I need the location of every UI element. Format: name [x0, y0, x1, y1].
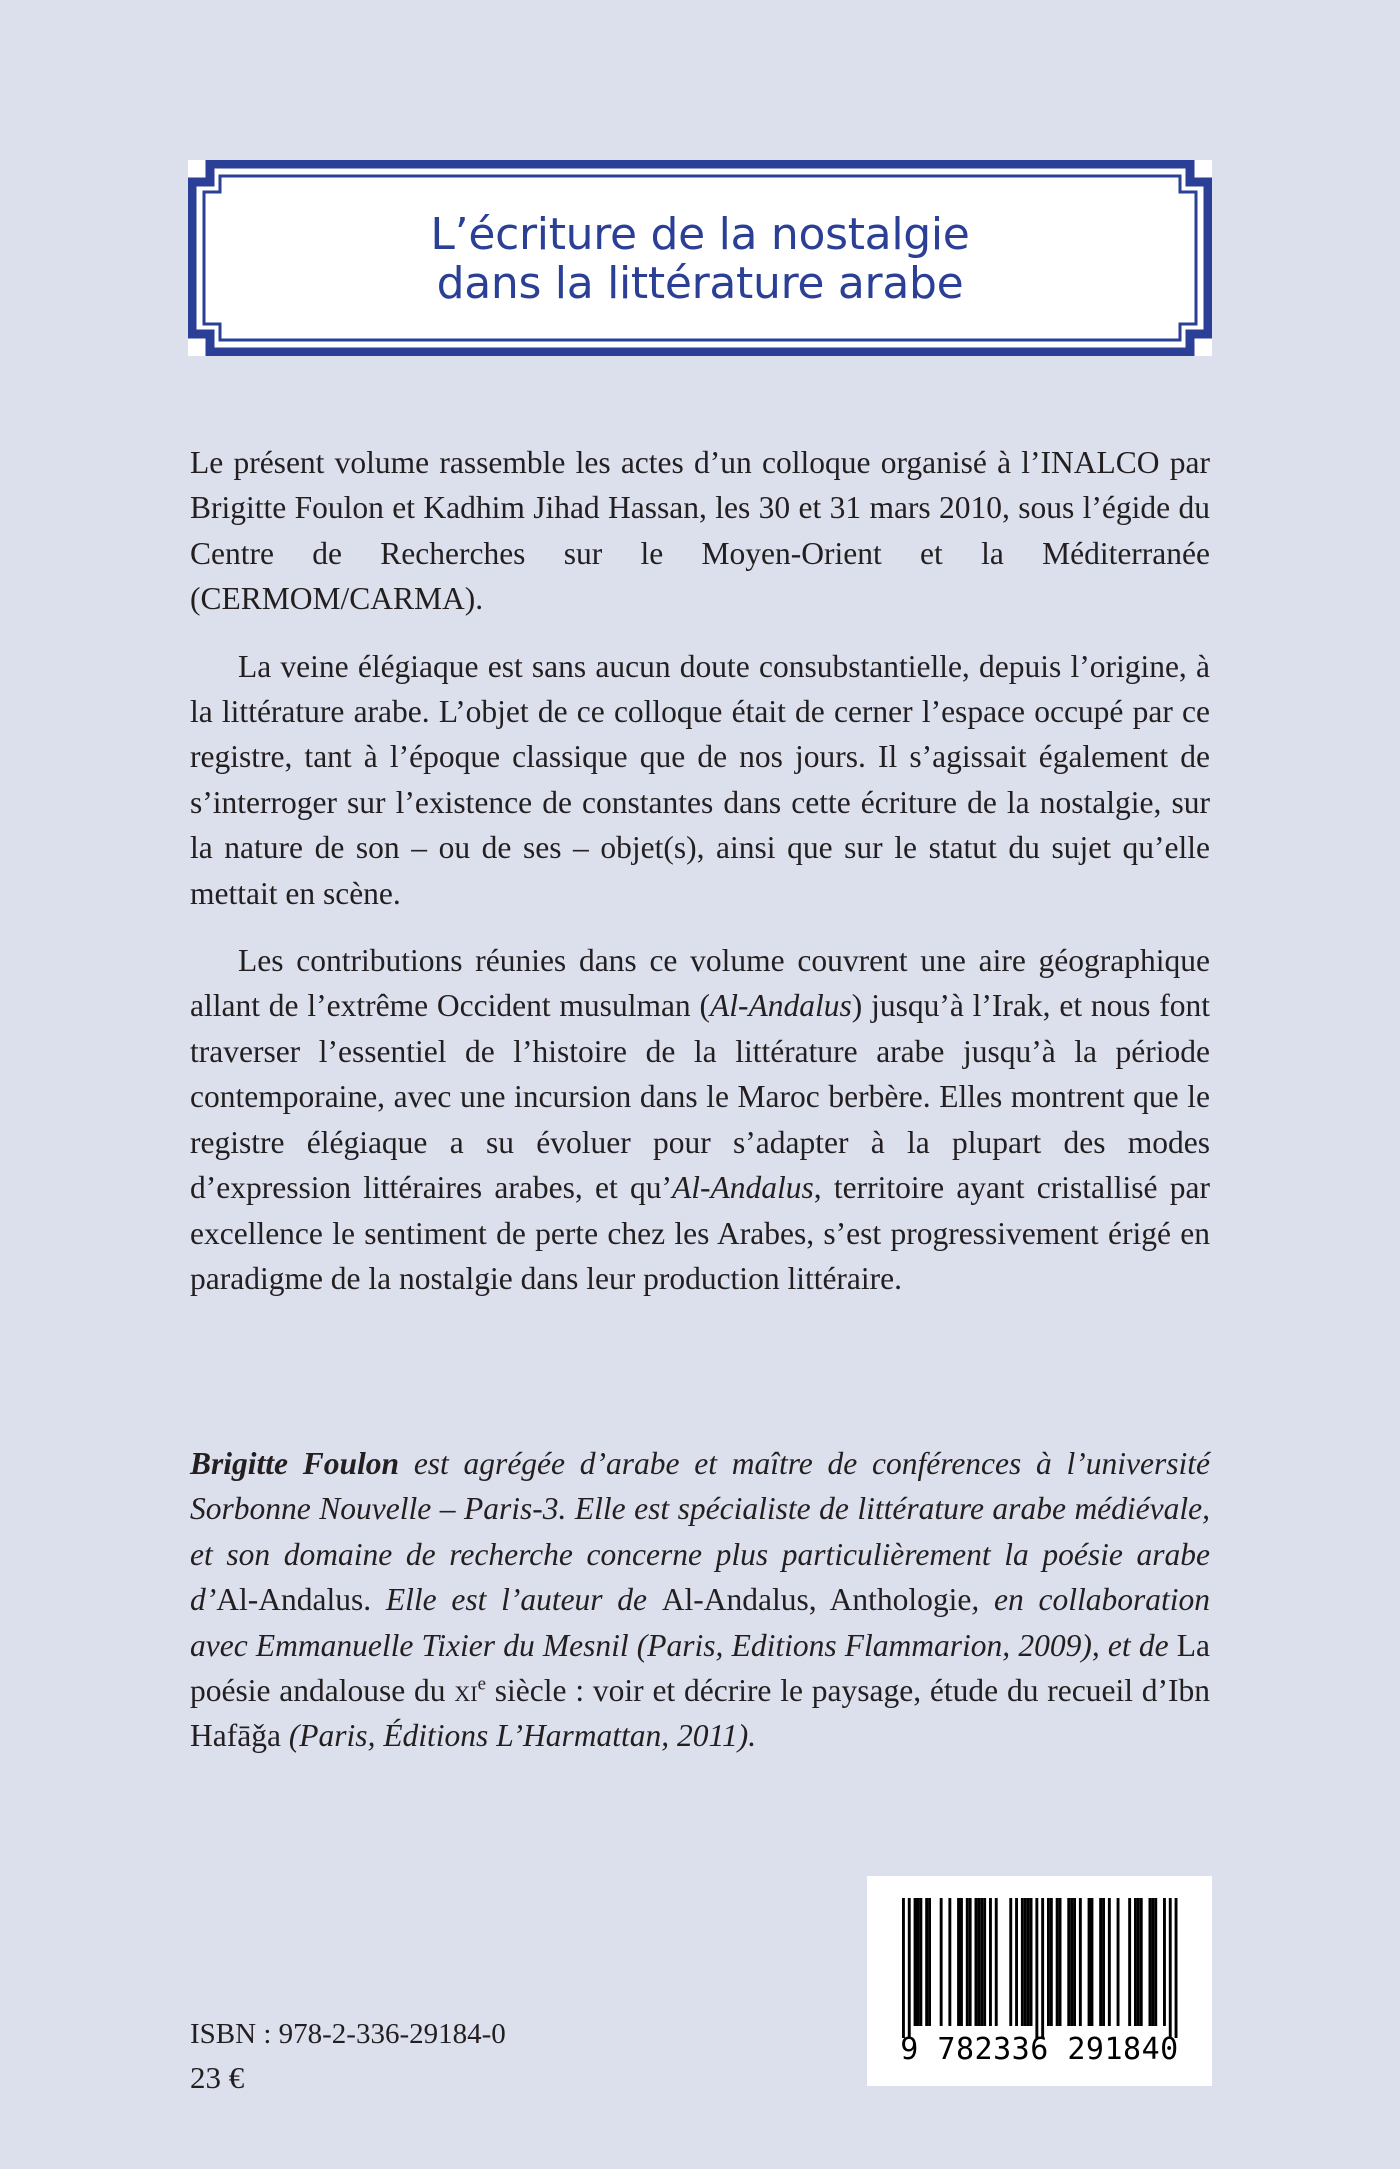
author-name: Brigitte Foulon [190, 1446, 400, 1481]
barcode-bar [1009, 1898, 1012, 2026]
barcode-bar [948, 1898, 951, 2026]
barcode-bar [960, 1898, 963, 2026]
barcode-bar [1073, 1898, 1076, 2026]
barcode-bar [1035, 1898, 1038, 2038]
barcode-bar [1137, 1898, 1140, 2026]
barcode-bar [980, 1898, 983, 2026]
barcode-bar [1027, 1898, 1030, 2026]
barcode-bar [1088, 1898, 1091, 2026]
title-line-1: L’écriture de la nostalgie [430, 209, 970, 260]
barcode-bar [914, 1898, 917, 2026]
barcode-bar [977, 1898, 980, 2026]
barcode-bar [928, 1898, 931, 2026]
barcode-bar [1015, 1898, 1018, 2026]
barcode-bar [975, 1898, 978, 2026]
barcode-bar [1117, 1898, 1120, 2026]
barcode-bar [1091, 1898, 1094, 2026]
barcode-bar [902, 1898, 905, 2038]
isbn: ISBN : 978-2-336-29184-0 [190, 2018, 506, 2050]
barcode-bar [940, 1898, 943, 2026]
barcode [867, 1876, 1212, 2086]
author-bio-book-1: Al-Andalus, Anthologie [661, 1582, 972, 1618]
barcode-bar [1079, 1898, 1082, 2026]
barcode-bar [1154, 1898, 1157, 2026]
barcode-bar [1047, 1898, 1050, 2026]
author-bio-text-4: (Paris, Éditions L’Harmattan, 2011). [280, 1718, 757, 1754]
barcode-bar [966, 1898, 969, 2026]
barcode-bar [989, 1898, 992, 2026]
paragraph-3-italic-b: Al-Andalus [671, 1170, 814, 1206]
barcode-bar [1056, 1898, 1059, 2026]
barcode-bar [908, 1898, 911, 2038]
title-line-2: dans la littérature arabe [436, 258, 964, 309]
paragraph-3-italic-a: Al-Andalus [710, 988, 852, 1024]
paragraph-1-text: Le présent volume rassemble les actes d’un colloque organisé à l’INALCO par Brigitte Foulon et Kadhim Jihad Hassan, les 30 et 31 mars 2010, sous l’égide du Centre de Recherches sur le Moyen-Orient et la Méditerranée (CERMOM/CARMA). [190, 445, 1210, 617]
barcode-bar [1175, 1898, 1178, 2038]
barcode-bar [1108, 1898, 1111, 2026]
author-bio-book-2b: siècle : voir et décrire le paysage, étude du recueil d’Ibn Hafāǧa [190, 1673, 1210, 1754]
barcode-bar [1149, 1898, 1152, 2026]
barcode-bar [1163, 1898, 1166, 2026]
price: 23 € [190, 2060, 245, 2095]
author-bio-text-3: , en collaboration avec Emmanuelle Tixier du Mesnil (Paris, Editions Flammarion, 2009), et de [190, 1582, 1210, 1663]
paragraph-3-text-b: ) jusqu’à l’Irak, et nous font traverser l’essentiel de l’histoire de la littérature arabe jusqu’à la période contemporaine, avec une incursion dans le Maroc berbère. Elles montrent que le registre élégiaque a su évoluer pour s’adapter à la plupart des modes d’expression littéraires arabes, et qu’ [190, 988, 1210, 1206]
barcode-bar [1128, 1898, 1131, 2026]
barcode-bar [917, 1898, 920, 2026]
author-bio [190, 1441, 1210, 1759]
paragraph-3 [190, 938, 1210, 1301]
barcode-bar [1102, 1898, 1105, 2026]
barcode-bar [925, 1898, 928, 2026]
author-bio-text-2: Elle est l’auteur de [371, 1582, 662, 1618]
title-frame [188, 160, 1212, 356]
author-bio-book-2a: La poésie andalouse du [190, 1627, 1210, 1709]
barcode-bar [1067, 1898, 1070, 2026]
barcode-bar [1030, 1898, 1033, 2026]
barcode-bar [919, 1898, 922, 2026]
barcode-bar [1070, 1898, 1073, 2026]
barcode-bar [1059, 1898, 1062, 2026]
barcode-bar [1021, 1898, 1024, 2026]
barcode-bar [969, 1898, 972, 2026]
paragraph-3-text-a: Les contributions réunies dans ce volume couvrent une aire géographique allant de l’extrême Occident musulman ( [190, 943, 1210, 1024]
barcode-bar [1050, 1898, 1053, 2026]
barcode-bar [1024, 1898, 1027, 2026]
barcode-bar [1151, 1898, 1154, 2026]
barcode-bar [1140, 1898, 1143, 2026]
barcode-bar [1041, 1898, 1044, 2038]
paragraph-1 [190, 440, 1210, 622]
paragraph-3-text-c: , territoire ayant cristallisé par excellence le sentiment de perte chez les Arabes, s’est progressivement érigé en paradigme de la nostalgie dans leur production littéraire. [190, 1170, 1210, 1296]
barcode-bar [983, 1898, 986, 2026]
book-title [188, 210, 1212, 308]
barcode-bar [1134, 1898, 1137, 2026]
barcode-digits: 9 782336 291840 [900, 2032, 1179, 2067]
author-bio-century-sup: e [477, 1673, 486, 1695]
blurb [190, 440, 1210, 1323]
paragraph-2 [190, 644, 1210, 916]
barcode-bar [995, 1898, 998, 2026]
author-bio-roman-1: Al-Andalus. [216, 1582, 372, 1618]
author-bio-century: xi [454, 1673, 478, 1709]
barcode-bar [957, 1898, 960, 2026]
paragraph-2-text: La veine élégiaque est sans aucun doute consubstantielle, depuis l’origine, à la littérature arabe. L’objet de ce colloque était de cerner l’espace occupé par ce registre, tant à l’époque classique que de nos jours. Il s’agissait également de s’interroger sur l’existence de constantes dans cette écriture de la nostalgie, sur la nature de son – ou de ses – objet(s), ainsi que sur le statut du sujet qu’elle mettait en scène. [190, 648, 1210, 911]
barcode-bar [1099, 1898, 1102, 2026]
author-bio-text-1: est agrégée d’arabe et maître de conférences à l’université Sorbonne Nouvelle – Paris-3. Elle est spécialiste de littérature arabe médiévale, et son domaine de recherche concerne plus particulièrement la poésie arabe d’ [190, 1446, 1210, 1618]
barcode-bar [1169, 1898, 1172, 2038]
